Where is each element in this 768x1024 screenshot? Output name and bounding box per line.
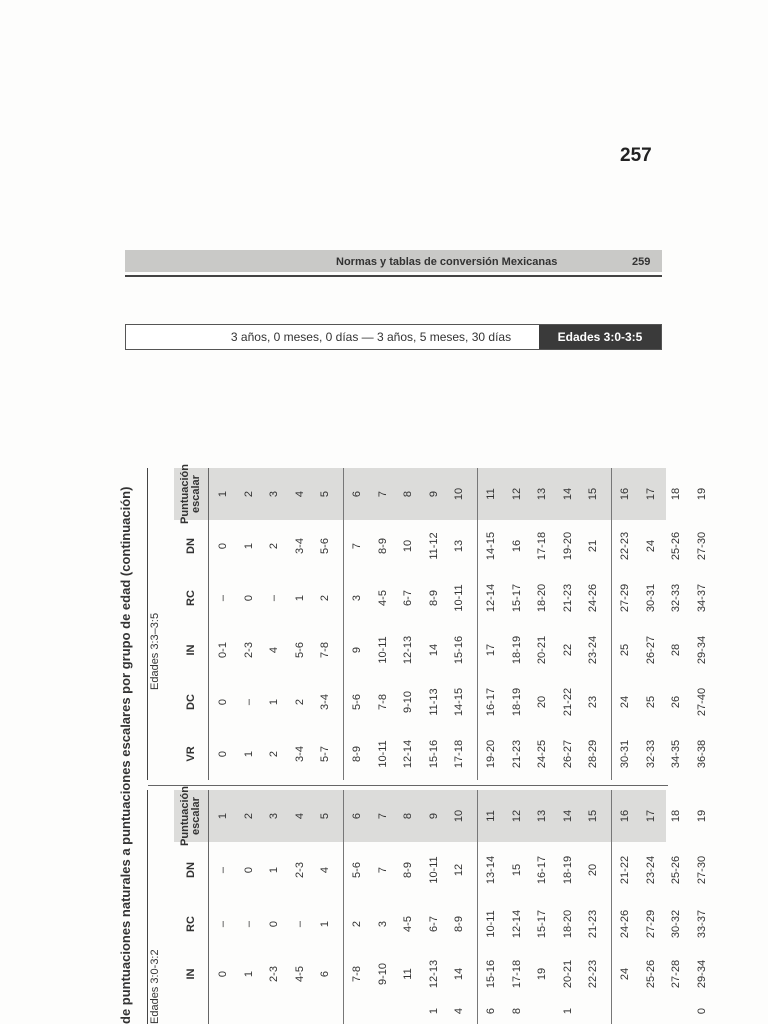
table-cell: 29-34 (695, 635, 708, 665)
header-rule (208, 468, 209, 780)
table-cell: 4-5 (293, 966, 306, 982)
table-cell: 25 (644, 695, 657, 709)
column-header: DN (184, 538, 197, 554)
table-cell: 2-3 (242, 642, 255, 658)
column-header: DN (184, 862, 197, 878)
table-cell: 34-37 (695, 583, 708, 613)
table-cell: 16 (619, 809, 631, 823)
table-cell: 12 (453, 863, 466, 877)
table-cell: 10-11 (453, 584, 466, 612)
table-cell: 23-24 (587, 635, 600, 665)
table-cell: 6 (485, 1007, 497, 1015)
table-cell: 9 (427, 490, 440, 498)
table-cell: 18 (670, 809, 683, 823)
table-cell: 22-23 (587, 959, 600, 989)
table-cell: 3-4 (319, 694, 332, 710)
header-rule (208, 790, 209, 1024)
table-cell: 18-19 (510, 635, 523, 665)
table-cell: 10-11 (376, 740, 389, 768)
table-cell: 20-21 (536, 635, 549, 665)
table-cell: 27-30 (695, 855, 708, 885)
table-cell: 9-10 (402, 690, 415, 714)
table-cell: 19 (695, 487, 708, 501)
table-cell: 2 (319, 594, 332, 602)
column-header: RC (184, 916, 197, 932)
table-cell: 28 (670, 643, 683, 657)
table-cell: 8-9 (453, 916, 466, 932)
table-cell: 27-40 (695, 687, 708, 717)
table-cell: 25 (619, 643, 631, 657)
table-cell (535, 998, 549, 1024)
table-cell: 9-10 (376, 962, 389, 986)
running-header-page-number: 259 (632, 256, 651, 268)
table-cell: 0 (268, 920, 281, 928)
table-cell: 0 (695, 1007, 708, 1015)
table-cell: 13-14 (485, 855, 497, 885)
table-cell: 8-9 (376, 538, 389, 554)
table-cell: 12-14 (510, 909, 523, 939)
table-cell: 6-7 (402, 590, 415, 606)
table-cell: 24-26 (619, 909, 631, 939)
table-cell (293, 998, 307, 1024)
table-cell: 1 (561, 1007, 574, 1015)
table-cell: 29-34 (695, 959, 708, 989)
table-cell: 4 (453, 1007, 466, 1015)
table-cell: 21-23 (587, 909, 600, 939)
table-cell: 1 (293, 594, 306, 602)
table-cell (644, 998, 658, 1024)
table-cell (401, 998, 415, 1024)
table-cell: 18-19 (561, 855, 574, 885)
table-cell: 17 (644, 809, 657, 823)
table-cell: 5-7 (319, 746, 332, 762)
table-cell: 14-15 (453, 687, 466, 717)
table-cell: 0 (217, 698, 229, 706)
table-cell: – (293, 920, 306, 928)
table-cell (618, 998, 632, 1024)
table-cell: 11 (485, 488, 497, 500)
left-section-label: Edades 3:0-3:2 (149, 949, 161, 1024)
table-cell: 0-1 (217, 642, 229, 658)
table-cell: 26-27 (561, 739, 574, 769)
band-rule (343, 468, 344, 780)
table-cell: 8-9 (351, 746, 363, 762)
table-cell: 27-29 (644, 909, 657, 939)
table-cell: 32-33 (670, 583, 683, 613)
table-cell: 16 (619, 487, 631, 501)
table-cell (318, 998, 332, 1024)
table-cell (586, 998, 600, 1024)
table-cell: 32-33 (644, 739, 657, 769)
table-cell: 23 (587, 695, 600, 709)
table-cell: 3 (376, 920, 389, 928)
table-cell: 8-9 (427, 590, 440, 606)
table-cell: 1 (268, 698, 281, 706)
table-cell: – (268, 594, 281, 602)
table-cell: 23-24 (644, 855, 657, 885)
table-cell (267, 998, 281, 1024)
age-range-box (125, 324, 662, 350)
table-cell: 7 (351, 542, 363, 550)
table-cell: 1 (268, 866, 281, 874)
table-cell: 12 (510, 809, 523, 823)
table-cell: 27-28 (670, 959, 683, 989)
table-cell (242, 998, 256, 1024)
table-cell: 11-12 (427, 532, 440, 560)
table-cell: 20 (587, 863, 600, 877)
band-rule (611, 790, 612, 1024)
table-cell: 0 (217, 542, 229, 550)
table-cell: 1 (242, 970, 255, 978)
table-cell: 28-29 (587, 739, 600, 769)
table-cell: 15-16 (427, 739, 440, 769)
table-cell: 15-16 (485, 959, 497, 989)
table-cell: 10-11 (485, 910, 497, 938)
table-cell: 15-17 (510, 583, 523, 613)
section-divider (148, 785, 668, 786)
table-cell: 22-23 (619, 531, 631, 561)
table-cell: 4 (293, 812, 306, 820)
table-cell: 7 (376, 490, 389, 498)
table-cell: 10-11 (427, 856, 440, 884)
table-cell: 21-22 (561, 687, 574, 717)
table-cell: 33-37 (695, 909, 708, 939)
table-cell: 30-31 (644, 583, 657, 613)
table-cell: 18-20 (561, 909, 574, 939)
table-cell: 3-4 (293, 538, 306, 554)
band-rule (611, 468, 612, 780)
column-header: RC (184, 590, 197, 606)
table-cell: 1 (427, 1007, 440, 1015)
table-cell: 2 (268, 750, 281, 758)
band-rule (477, 790, 478, 1024)
table-cell: 12-13 (427, 959, 440, 989)
table-cell: 7-8 (351, 966, 363, 982)
table-cell: 17 (644, 487, 657, 501)
table-cell: 21-23 (510, 739, 523, 769)
table-cell: 25-26 (644, 959, 657, 989)
table-cell: 26 (670, 695, 683, 709)
running-header-title: Normas y tablas de conversión Mexicanas (336, 256, 558, 268)
table-cell: 3 (351, 594, 363, 602)
table-cell: 12-14 (485, 583, 497, 613)
table-cell: 16-17 (536, 855, 549, 885)
table-cell: 30-32 (670, 909, 683, 939)
table-cell: 15-16 (453, 635, 466, 665)
column-header: VR (184, 746, 197, 762)
table-cell: 10 (453, 487, 466, 501)
table-cell: 8 (402, 812, 415, 820)
table-cell: 18-19 (510, 687, 523, 717)
table-cell: 0 (242, 866, 255, 874)
table-cell: 19 (536, 967, 549, 981)
table-cell: 16-17 (485, 687, 497, 717)
table-cell: 3-4 (293, 746, 306, 762)
table-cell: 9 (351, 646, 363, 654)
table-cell: 5-6 (351, 862, 363, 878)
table-cell: 6-7 (427, 916, 440, 932)
table-cell: 24 (619, 695, 631, 709)
table-cell: 12 (510, 487, 523, 501)
age-badge: Edades 3:0-3:5 (539, 325, 661, 349)
table-cell: 21 (587, 539, 600, 553)
table-cell: 2 (351, 920, 363, 928)
running-header-rule (125, 275, 662, 277)
table-cell: 11-13 (427, 688, 440, 716)
table-cell: 15 (587, 809, 600, 823)
table-cell: 21-23 (561, 583, 574, 613)
right-section-label: Edades 3:3–3:5 (149, 612, 161, 690)
table-cell: 30-31 (619, 739, 631, 769)
table-cell: 4-5 (376, 590, 389, 606)
table-cell: – (242, 920, 255, 928)
table-cell: 14 (561, 487, 574, 501)
table-cell: 19-20 (561, 531, 574, 561)
table-cell: 12-14 (402, 739, 415, 769)
table-cell: 36-38 (695, 739, 708, 769)
table-cell: 13 (536, 809, 549, 823)
table-cell: 10 (453, 809, 466, 823)
table-cell: 17 (485, 643, 497, 657)
table-cell: 14 (453, 967, 466, 981)
table-cell: – (217, 920, 229, 928)
table-cell: 1 (242, 750, 255, 758)
table-cell: 21-22 (619, 855, 631, 885)
table-cell: 13 (536, 487, 549, 501)
table-cell: 27-29 (619, 583, 631, 613)
table-cell: 8-9 (402, 862, 415, 878)
table-cell: 7 (376, 812, 389, 820)
table-cell: 10-11 (376, 636, 389, 664)
table-cell: 14-15 (485, 531, 497, 561)
table-cell: 1 (217, 812, 229, 820)
table-cell: 22 (561, 643, 574, 657)
table-cell: 13 (453, 539, 466, 553)
table-cell: 6 (351, 490, 363, 498)
table-cell: 17-18 (510, 959, 523, 989)
table-cell: 8 (402, 490, 415, 498)
table-cell: 27-30 (695, 531, 708, 561)
table-cell: 18-20 (536, 583, 549, 613)
table-cell: 3 (268, 812, 281, 820)
table-cell: – (217, 866, 229, 874)
table-cell: 9 (427, 812, 440, 820)
column-header: Puntuación escalar (179, 786, 202, 846)
table-cell: 4 (293, 490, 306, 498)
table-cell: 7 (376, 866, 389, 874)
band-rule (343, 790, 344, 1024)
table-cell: 14 (427, 643, 440, 657)
table-cell: 3 (268, 490, 281, 498)
table-cell: 10 (402, 539, 415, 553)
table-cell: 2 (242, 490, 255, 498)
table-cell: 24-25 (536, 739, 549, 769)
table-cell: 26-27 (644, 635, 657, 665)
table-cell: 2-3 (293, 862, 306, 878)
table-cell: 15 (587, 487, 600, 501)
table-cell: 4 (319, 866, 332, 874)
table-cell: 5 (319, 812, 332, 820)
table-cell (350, 998, 364, 1024)
column-header: IN (184, 968, 197, 980)
table-cell: 0 (217, 750, 229, 758)
table-cell: 6 (319, 970, 332, 978)
table-cell: – (217, 594, 229, 602)
column-header: Puntuación escalar (179, 464, 202, 524)
section-rule (147, 468, 148, 780)
table-cell: 14 (561, 809, 574, 823)
table-cell: 34-35 (670, 739, 683, 769)
table-cell: 6 (351, 812, 363, 820)
table-cell: 8 (510, 1007, 523, 1015)
page-number: 257 (620, 145, 652, 166)
table-cell: 0 (217, 970, 229, 978)
table-cell: 4-5 (402, 916, 415, 932)
table-cell: 1 (217, 490, 229, 498)
table-cell: 7-8 (376, 694, 389, 710)
table-cell: 5-6 (351, 694, 363, 710)
table-cell: 1 (319, 920, 332, 928)
table-cell: 17-18 (453, 739, 466, 769)
conversion-table (118, 364, 708, 1024)
column-header: IN (184, 644, 197, 656)
band-rule (477, 468, 478, 780)
table-cell: 19-20 (485, 739, 497, 769)
table-cell: 24-26 (587, 583, 600, 613)
table-cell: 1 (242, 542, 255, 550)
table-cell: 0 (242, 594, 255, 602)
table-cell: 2 (293, 698, 306, 706)
table-cell: 2 (242, 812, 255, 820)
table-cell: 2-3 (268, 966, 281, 982)
table-title: de puntuaciones naturales a puntuaciones escalares por grupo de edad (continuación) (118, 486, 133, 1024)
table-cell: 25-26 (670, 531, 683, 561)
table-cell: 16 (510, 539, 523, 553)
table-cell (376, 998, 390, 1024)
table-cell: 20 (536, 695, 549, 709)
table-cell: 5-6 (293, 642, 306, 658)
table-cell: 11 (402, 968, 415, 980)
table-cell: 18 (670, 487, 683, 501)
table-cell: 7-8 (319, 642, 332, 658)
table-cell: 5-6 (319, 538, 332, 554)
table-cell (669, 998, 683, 1024)
table-cell: 12-13 (402, 635, 415, 665)
table-cell: – (242, 698, 255, 706)
table-cell: 15 (510, 863, 523, 877)
table-cell: 24 (644, 539, 657, 553)
table-cell: 17-18 (536, 531, 549, 561)
table-cell: 4 (268, 646, 281, 654)
age-range-text: 3 años, 0 meses, 0 días — 3 años, 5 meses, 30 días (230, 330, 512, 344)
table-cell: 15-17 (536, 909, 549, 939)
table-cell: 19 (695, 809, 708, 823)
section-rule (147, 790, 148, 1024)
column-header: DC (184, 694, 197, 710)
table-cell: 2 (268, 542, 281, 550)
table-cell (216, 998, 230, 1024)
table-cell: 20-21 (561, 959, 574, 989)
column-header (174, 998, 208, 1024)
table-cell: 24 (619, 967, 631, 981)
table-cell: 11 (485, 810, 497, 822)
table-cell: 25-26 (670, 855, 683, 885)
table-cell: 5 (319, 490, 332, 498)
